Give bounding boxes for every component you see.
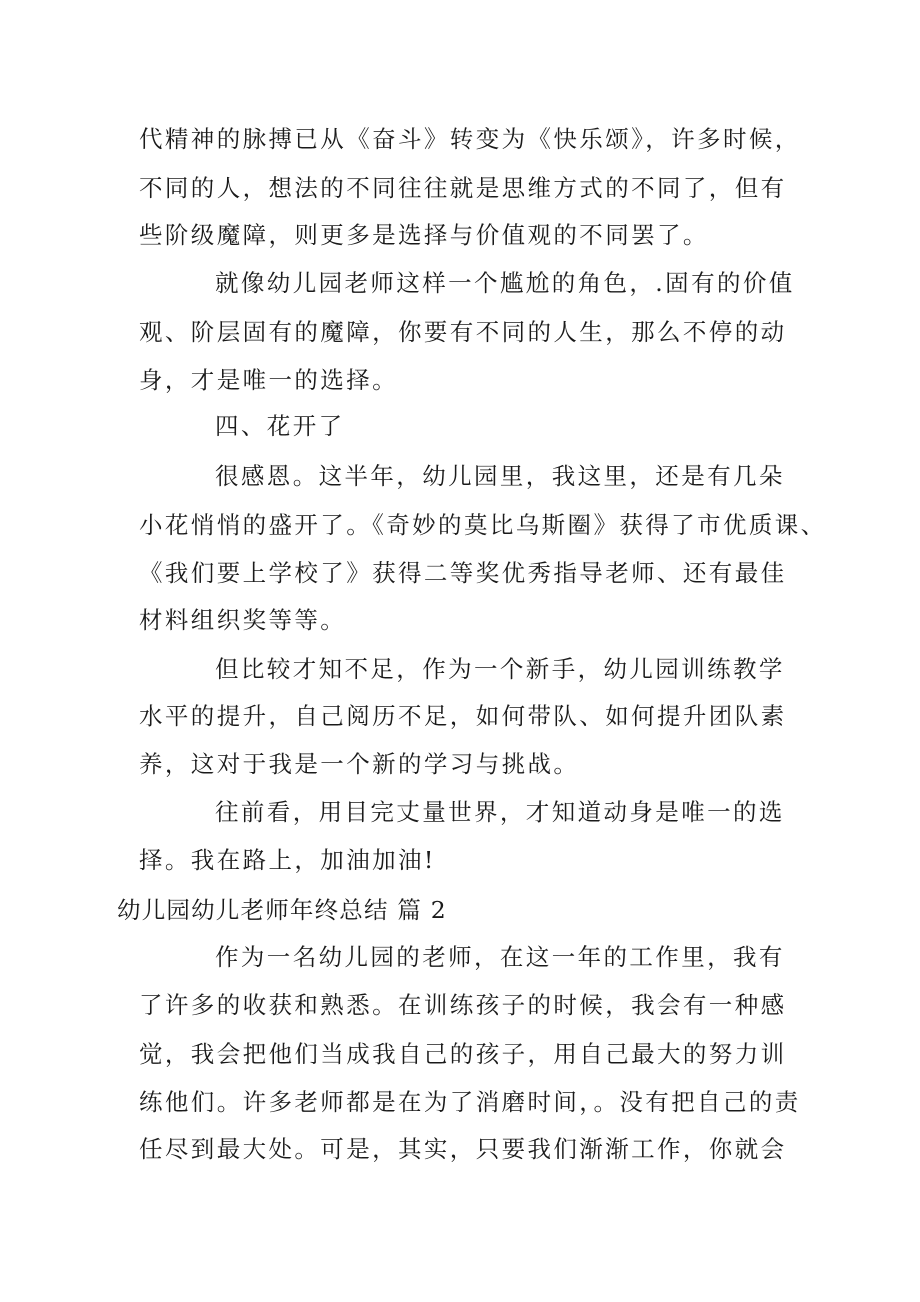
text-line: 水平的提升，自己阅历不足，如何带队、如何提升团队素 xyxy=(139,702,787,730)
text-line: 觉，我会把他们当成我自己的孩子，用自己最大的努力训 xyxy=(139,1040,787,1068)
text-line: 身，才是唯一的选择。 xyxy=(139,366,398,394)
text-line: 材料组织奖等等。 xyxy=(139,606,347,634)
text-line: 就像幼儿园老师这样一个尴尬的角色，.固有的价值 xyxy=(215,269,795,297)
text-line: 作为一名幼儿园的老师，在这一年的工作里，我有 xyxy=(215,943,785,971)
text-line: 些阶级魔障，则更多是选择与价值观的不同罢了。 xyxy=(139,221,709,249)
text-line: 练他们。许多老师都是在为了消磨时间，。没有把自己的责 xyxy=(139,1088,801,1116)
text-line: 代精神的脉搏已从《奋斗》转变为《快乐颂》，许多时候， xyxy=(139,125,801,153)
text-line: 小花悄悄的盛开了。《奇妙的莫比乌斯圈》获得了市优质课、 xyxy=(139,511,827,539)
text-line: 很感恩。这半年，幼儿园里，我这里，还是有几朵 xyxy=(215,462,785,490)
text-line: 任尽到最大处。可是，其实，只要我们渐渐工作，你就会 xyxy=(139,1135,787,1163)
section-heading: 四、花开了 xyxy=(215,412,345,440)
article-heading: 幼儿园幼儿老师年终总结 篇 2 xyxy=(117,896,447,924)
text-line: 往前看，用目完丈量世界，才知道动身是唯一的选 xyxy=(215,798,785,826)
text-line: 了许多的收获和熟悉。在训练孩子的时候，我会有一种感 xyxy=(139,991,787,1019)
text-line: 《我们要上学校了》获得二等奖优秀指导老师、还有最佳 xyxy=(139,559,787,587)
text-line: 观、阶层固有的魔障，你要有不同的人生，那么不停的动 xyxy=(139,318,787,346)
text-line: 不同的人，想法的不同往往就是思维方式的不同了，但有 xyxy=(139,174,787,202)
text-line: 但比较才知不足，作为一个新手，幼儿园训练教学 xyxy=(215,655,785,683)
text-line: 择。我在路上，加油加油! xyxy=(139,846,436,874)
text-line: 养，这对于我是一个新的学习与挑战。 xyxy=(139,750,580,778)
